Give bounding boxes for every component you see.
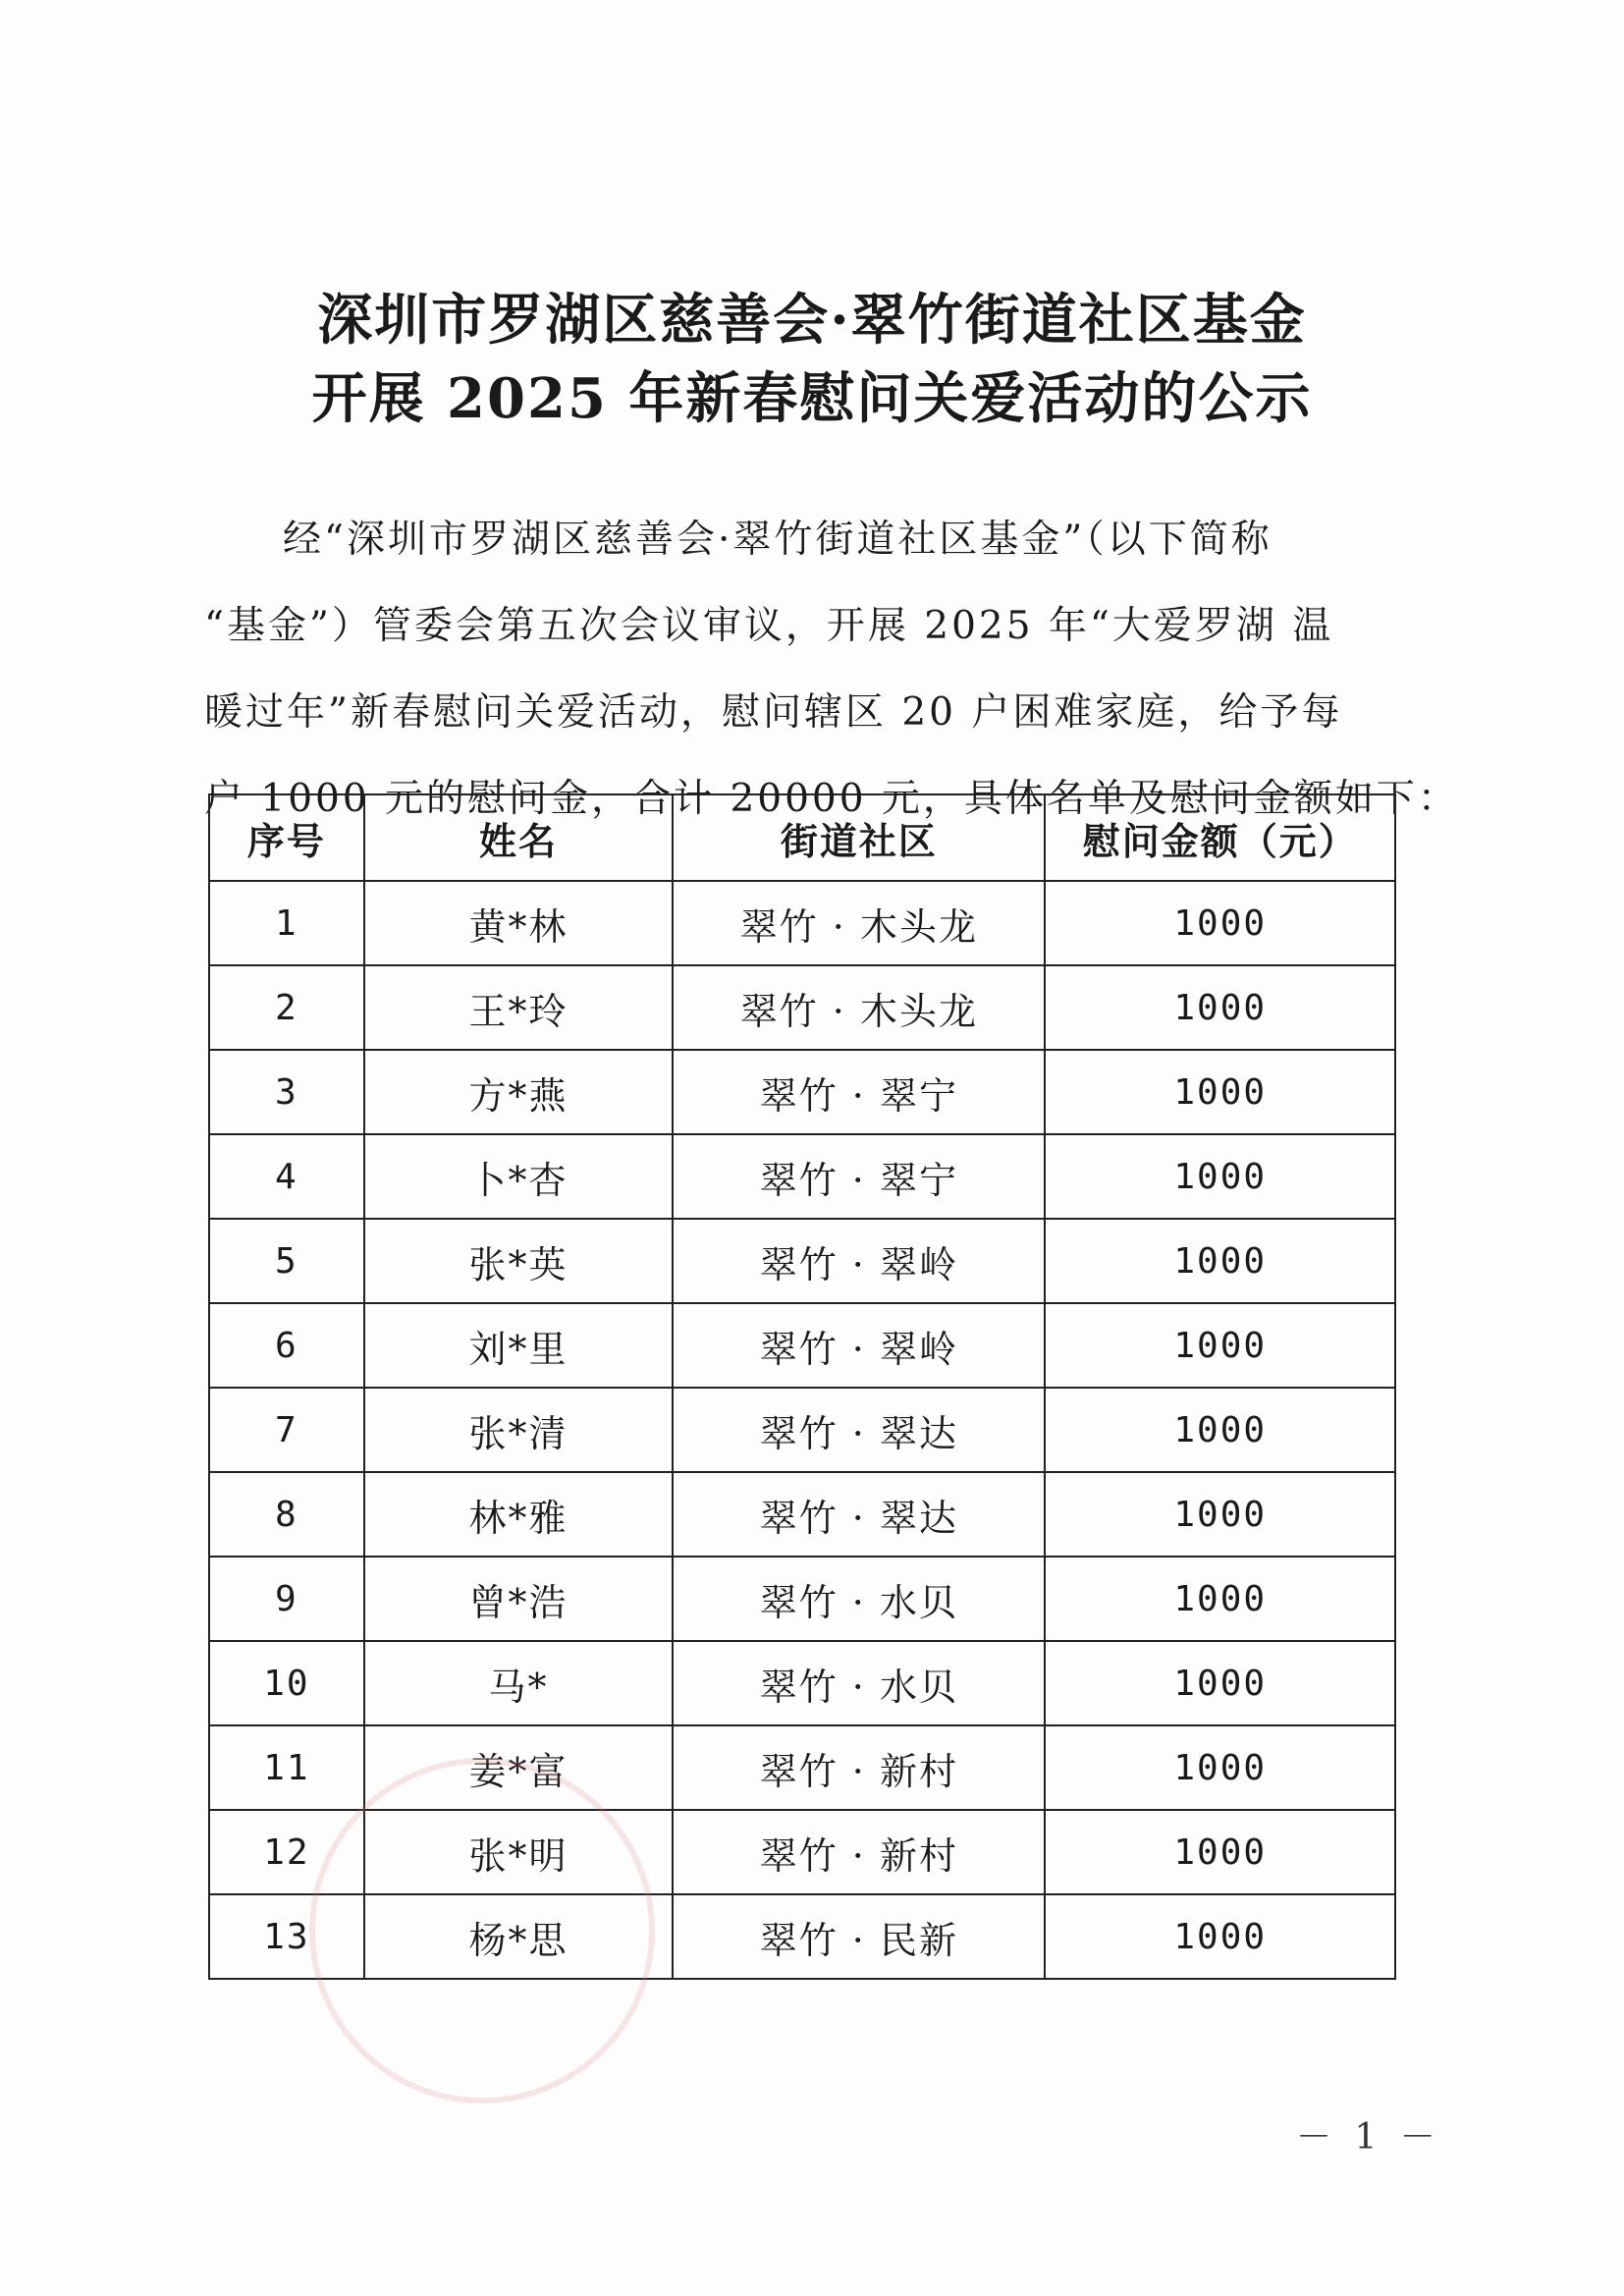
header-serial: 序号 bbox=[209, 794, 364, 881]
cell-name: 马* bbox=[364, 1641, 673, 1725]
table-row bbox=[209, 1472, 1395, 1557]
cell-community: 翠竹 · 新村 bbox=[673, 1810, 1045, 1894]
table-row bbox=[209, 1641, 1395, 1725]
document-title-line-1: 深圳市罗湖区慈善会·翠竹街道社区基金 bbox=[317, 288, 1307, 353]
cell-community: 翠竹 · 翠达 bbox=[673, 1472, 1045, 1557]
cell-amount: 1000 bbox=[1045, 881, 1395, 965]
paragraph-line-4: 户 1000 元的慰问金，合计 20000 元，具体名单及慰问金额如下： bbox=[204, 777, 1459, 821]
document-title-line-2: 开展 2025 年新春慰问关爱活动的公示 bbox=[311, 366, 1313, 431]
header-name: 姓名 bbox=[364, 794, 673, 881]
table-row bbox=[209, 1134, 1395, 1219]
cell-serial: 3 bbox=[209, 1050, 364, 1134]
cell-amount: 1000 bbox=[1045, 965, 1395, 1050]
cell-name: 张*英 bbox=[364, 1219, 673, 1303]
cell-serial: 9 bbox=[209, 1557, 364, 1641]
cell-serial: 4 bbox=[209, 1134, 364, 1219]
announcement-paragraph bbox=[204, 497, 1459, 843]
table-row bbox=[209, 1557, 1395, 1641]
cell-community: 翠竹 · 木头龙 bbox=[673, 965, 1045, 1050]
cell-amount: 1000 bbox=[1045, 1810, 1395, 1894]
cell-name: 曾*浩 bbox=[364, 1557, 673, 1641]
table-row bbox=[209, 1894, 1395, 1979]
recipient-table bbox=[208, 793, 1396, 1980]
cell-name: 黄*林 bbox=[364, 881, 673, 965]
cell-community: 翠竹 · 翠达 bbox=[673, 1388, 1045, 1472]
cell-serial: 2 bbox=[209, 965, 364, 1050]
cell-name: 刘*里 bbox=[364, 1303, 673, 1388]
cell-serial: 7 bbox=[209, 1388, 364, 1472]
cell-community: 翠竹 · 民新 bbox=[673, 1894, 1045, 1979]
table-row bbox=[209, 1219, 1395, 1303]
cell-community: 翠竹 · 翠岭 bbox=[673, 1219, 1045, 1303]
cell-amount: 1000 bbox=[1045, 1219, 1395, 1303]
cell-community: 翠竹 · 翠岭 bbox=[673, 1303, 1045, 1388]
cell-name: 姜*富 bbox=[364, 1725, 673, 1810]
paragraph-line-1: 经“深圳市罗湖区慈善会·翠竹街道社区基金”（以下简称 bbox=[283, 518, 1272, 562]
cell-serial: 12 bbox=[209, 1810, 364, 1894]
cell-name: 杨*思 bbox=[364, 1894, 673, 1979]
cell-name: 卜*杏 bbox=[364, 1134, 673, 1219]
table-row bbox=[209, 1388, 1395, 1472]
table-row bbox=[209, 965, 1395, 1050]
table-row bbox=[209, 881, 1395, 965]
table-body bbox=[209, 881, 1395, 1979]
cell-community: 翠竹 · 新村 bbox=[673, 1725, 1045, 1810]
header-community: 街道社区 bbox=[673, 794, 1045, 881]
cell-amount: 1000 bbox=[1045, 1050, 1395, 1134]
cell-serial: 1 bbox=[209, 881, 364, 965]
cell-community: 翠竹 · 翠宁 bbox=[673, 1050, 1045, 1134]
cell-name: 王*玲 bbox=[364, 965, 673, 1050]
cell-community: 翠竹 · 水贝 bbox=[673, 1557, 1045, 1641]
cell-community: 翠竹 · 水贝 bbox=[673, 1641, 1045, 1725]
cell-amount: 1000 bbox=[1045, 1472, 1395, 1557]
table-header-row bbox=[209, 794, 1395, 881]
table-row bbox=[209, 1725, 1395, 1810]
paragraph-line-3: 暖过年”新春慰问关爱活动，慰问辖区 20 户困难家庭，给予每 bbox=[204, 690, 1343, 735]
cell-name: 方*燕 bbox=[364, 1050, 673, 1134]
cell-amount: 1000 bbox=[1045, 1557, 1395, 1641]
cell-name: 张*明 bbox=[364, 1810, 673, 1894]
paragraph-line-2: “基金”）管委会第五次会议审议，开展 2025 年“大爱罗湖 温 bbox=[204, 604, 1334, 648]
cell-community: 翠竹 · 木头龙 bbox=[673, 881, 1045, 965]
cell-amount: 1000 bbox=[1045, 1134, 1395, 1219]
cell-community: 翠竹 · 翠宁 bbox=[673, 1134, 1045, 1219]
cell-amount: 1000 bbox=[1045, 1303, 1395, 1388]
cell-amount: 1000 bbox=[1045, 1641, 1395, 1725]
cell-amount: 1000 bbox=[1045, 1388, 1395, 1472]
cell-serial: 13 bbox=[209, 1894, 364, 1979]
cell-serial: 5 bbox=[209, 1219, 364, 1303]
table-row bbox=[209, 1303, 1395, 1388]
header-amount: 慰问金额（元） bbox=[1045, 794, 1395, 881]
cell-name: 林*雅 bbox=[364, 1472, 673, 1557]
cell-serial: 11 bbox=[209, 1725, 364, 1810]
table-row bbox=[209, 1810, 1395, 1894]
cell-serial: 6 bbox=[209, 1303, 364, 1388]
cell-serial: 8 bbox=[209, 1472, 364, 1557]
cell-amount: 1000 bbox=[1045, 1894, 1395, 1979]
cell-serial: 10 bbox=[209, 1641, 364, 1725]
page-number: － 1 － bbox=[1296, 2117, 1441, 2158]
cell-name: 张*清 bbox=[364, 1388, 673, 1472]
cell-amount: 1000 bbox=[1045, 1725, 1395, 1810]
table-row bbox=[209, 1050, 1395, 1134]
